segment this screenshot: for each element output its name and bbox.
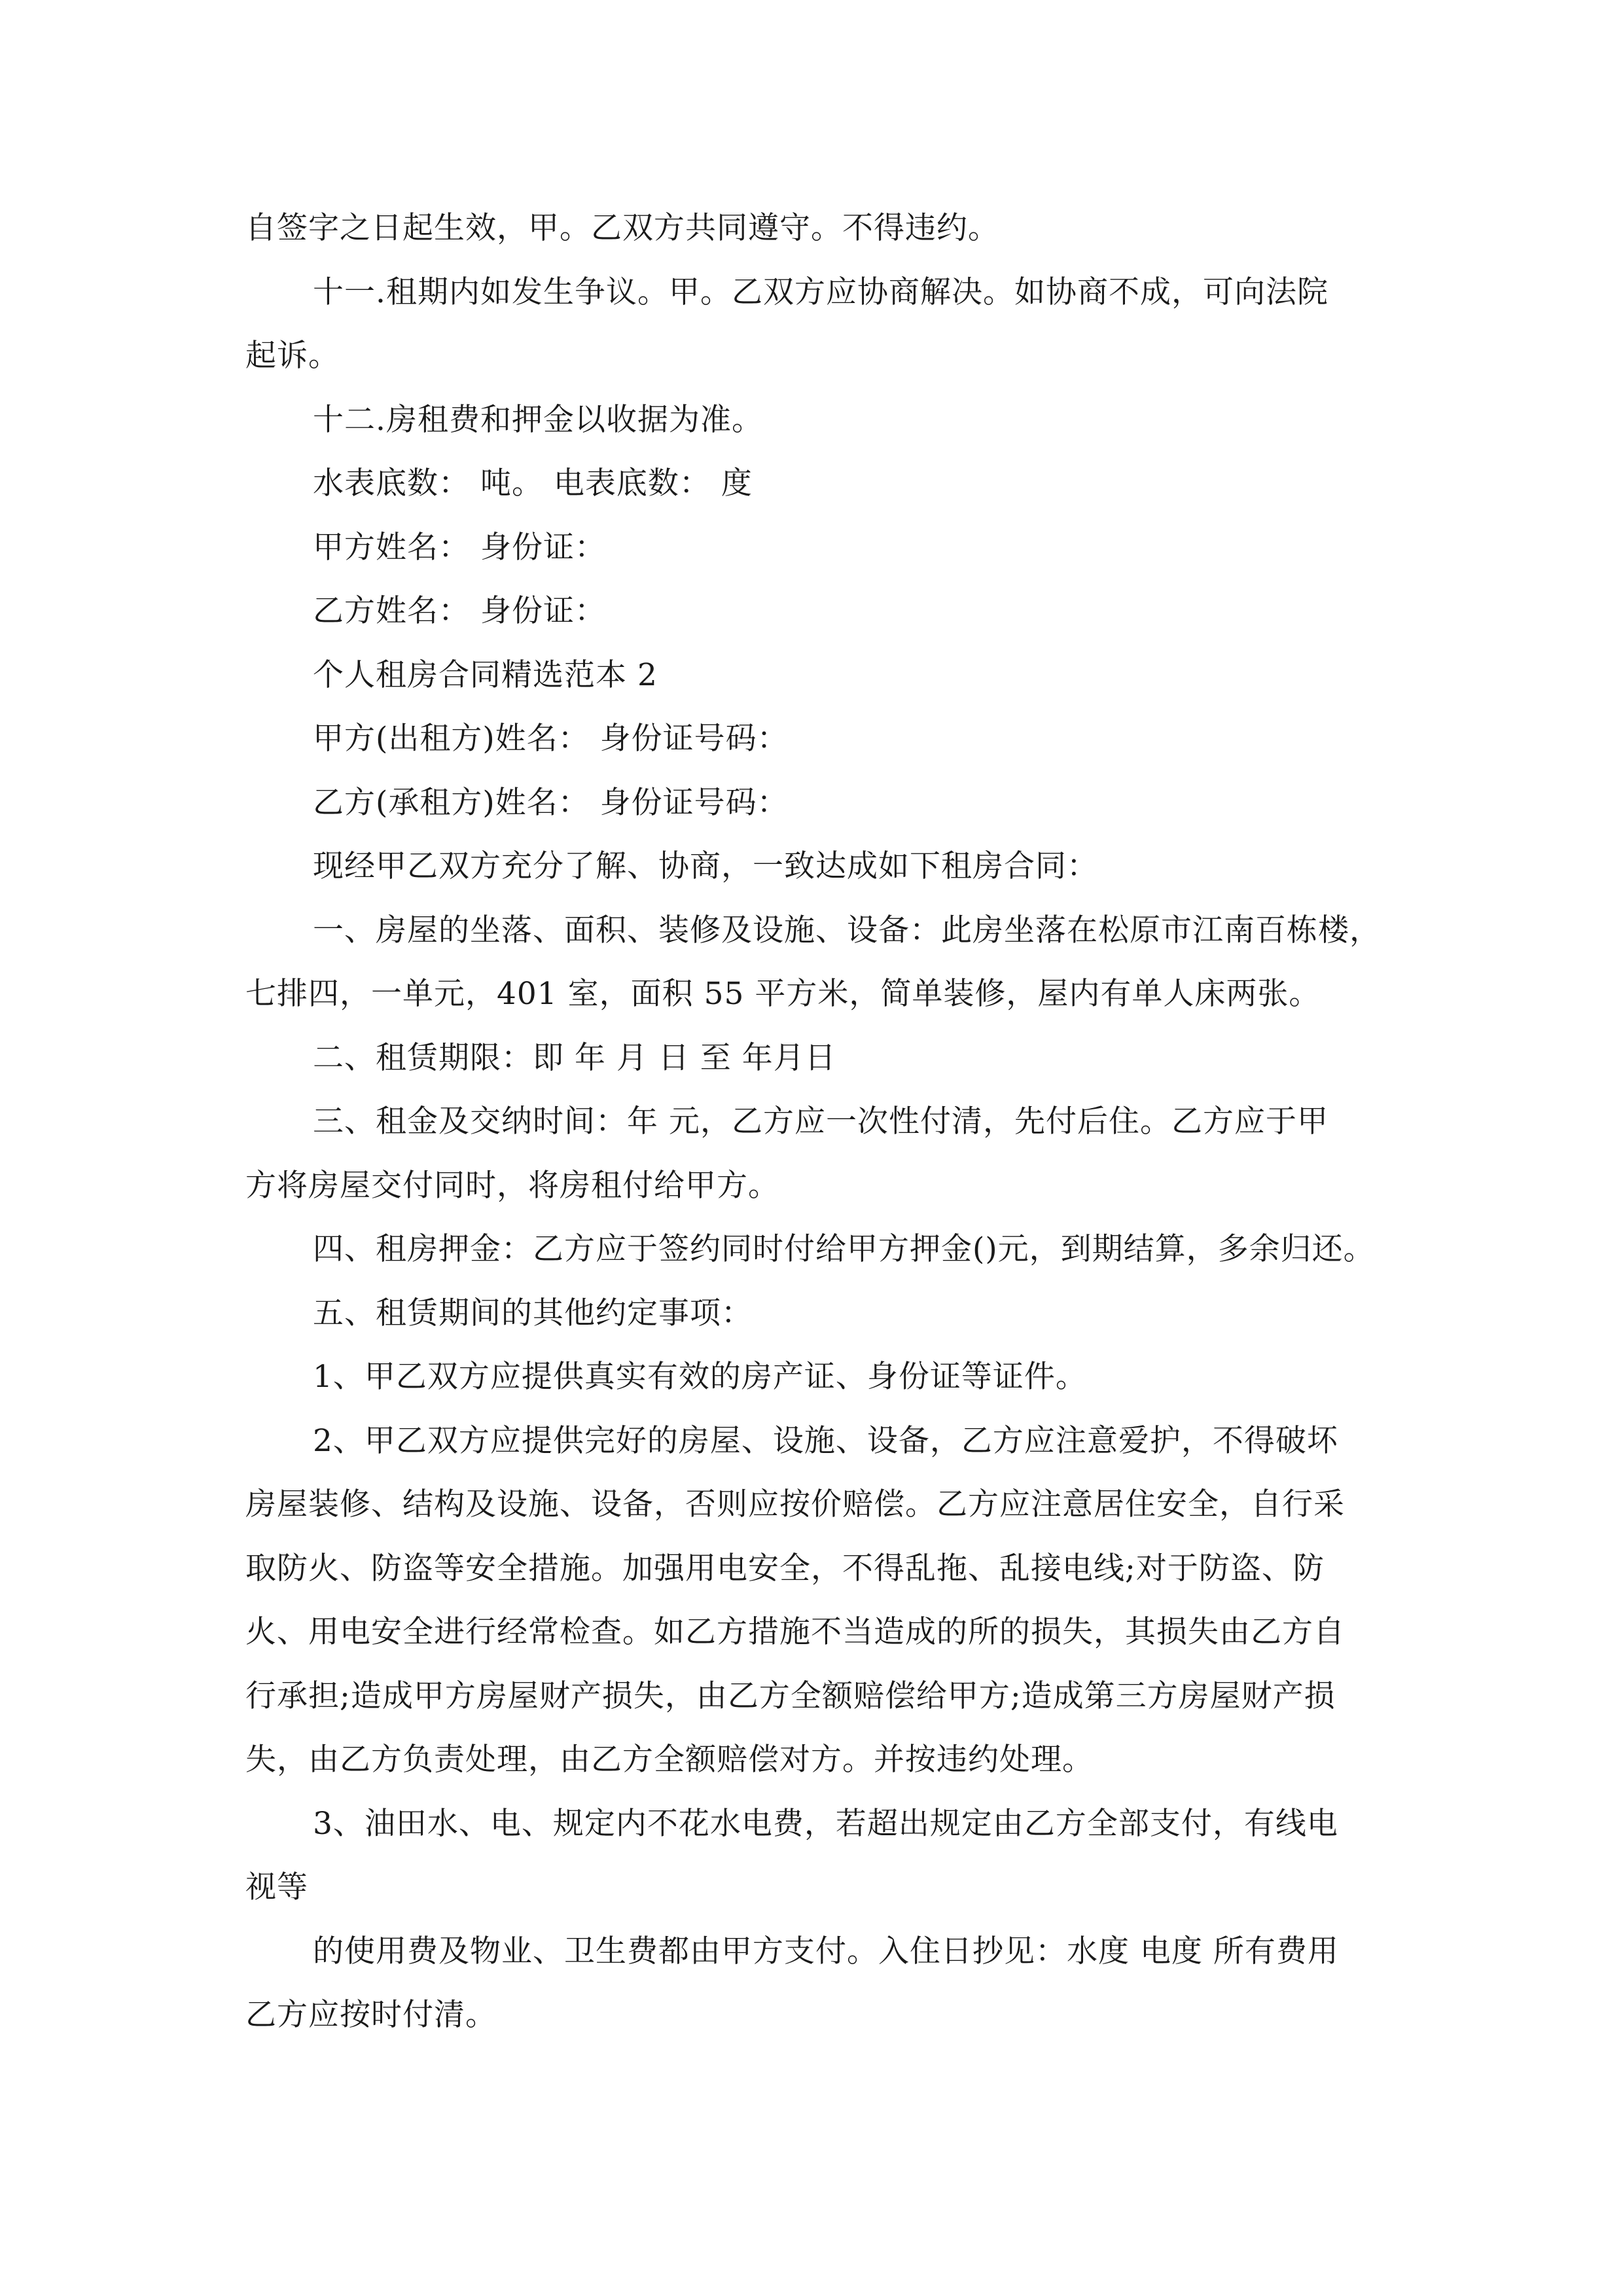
text-line: 十二.房租费和押金以收据为准。 [313,401,763,438]
text-line: 3、油田水、电、规定内不花水电费，若超出规定由乙方全部支付，有线电 [313,1805,1338,1842]
document-body [245,196,1381,2047]
text-line: 失，由乙方负责处理，由乙方全额赔偿对方。并按违约处理。 [245,1742,1094,1778]
text-line: 取防火、防盗等安全措施。加强用电安全，不得乱拖、乱接电线;对于防盗、防 [245,1550,1325,1587]
text-line: 乙方(承租方)姓名： 身份证号码： [313,784,789,821]
section-title: 个人租房合同精选范本 2 [313,656,658,693]
text-line: 甲方(出租方)姓名： 身份证号码： [313,721,789,757]
text-line: 乙方姓名： 身份证： [313,593,606,629]
text-line: 视等 [245,1869,308,1905]
text-line: 1、甲乙双方应提供真实有效的房产证、身份证等证件。 [313,1359,1087,1395]
text-line: 一、房屋的坐落、面积、装修及设施、设备：此房坐落在松原市江南百栋楼， [313,912,1381,948]
text-line: 十一.租期内如发生争议。甲。乙双方应协商解决。如协商不成，可向法院 [313,274,1329,310]
text-line: 自签字之日起生效，甲。乙双方共同遵守。不得违约。 [245,210,999,246]
text-line: 二、租赁期限：即 年 月 日 至 年月日 [313,1039,836,1076]
text-line: 火、用电安全进行经常检查。如乙方措施不当造成的所的损失，其损失由乙方自 [245,1614,1345,1650]
text-line: 行承担;造成甲方房屋财产损失，由乙方全额赔偿给甲方;造成第三方房屋财产损 [245,1677,1336,1714]
text-line: 现经甲乙双方充分了解、协商，一致达成如下租房合同： [313,848,1098,884]
text-line: 房屋装修、结构及设施、设备，否则应按价赔偿。乙方应注意居住安全，自行采 [245,1486,1345,1522]
text-line: 的使用费及物业、卫生费都由甲方支付。入住日抄见：水度 电度 所有费用 [313,1933,1339,1969]
text-line: 乙方应按时付清。 [245,1997,497,2033]
text-line: 七排四，一单元，401 室，面积 55 平方米，简单装修，屋内有单人床两张。 [245,976,1321,1012]
text-line: 三、租金及交纳时间：年 元，乙方应一次性付清，先付后住。乙方应于甲 [313,1103,1329,1139]
text-line: 五、租赁期间的其他约定事项： [313,1295,753,1331]
text-line: 2、甲乙双方应提供完好的房屋、设施、设备，乙方应注意爱护，不得破坏 [313,1422,1338,1459]
text-line: 起诉。 [245,338,340,374]
text-line: 水表底数： 吨。 电表底数： 度 [313,465,753,501]
text-line: 甲方姓名： 身份证： [313,529,606,565]
text-line: 方将房屋交付同时，将房租付给甲方。 [245,1167,779,1204]
text-line: 四、租房押金：乙方应于签约同时付给甲方押金()元，到期结算，多余归还。 [313,1231,1375,1267]
